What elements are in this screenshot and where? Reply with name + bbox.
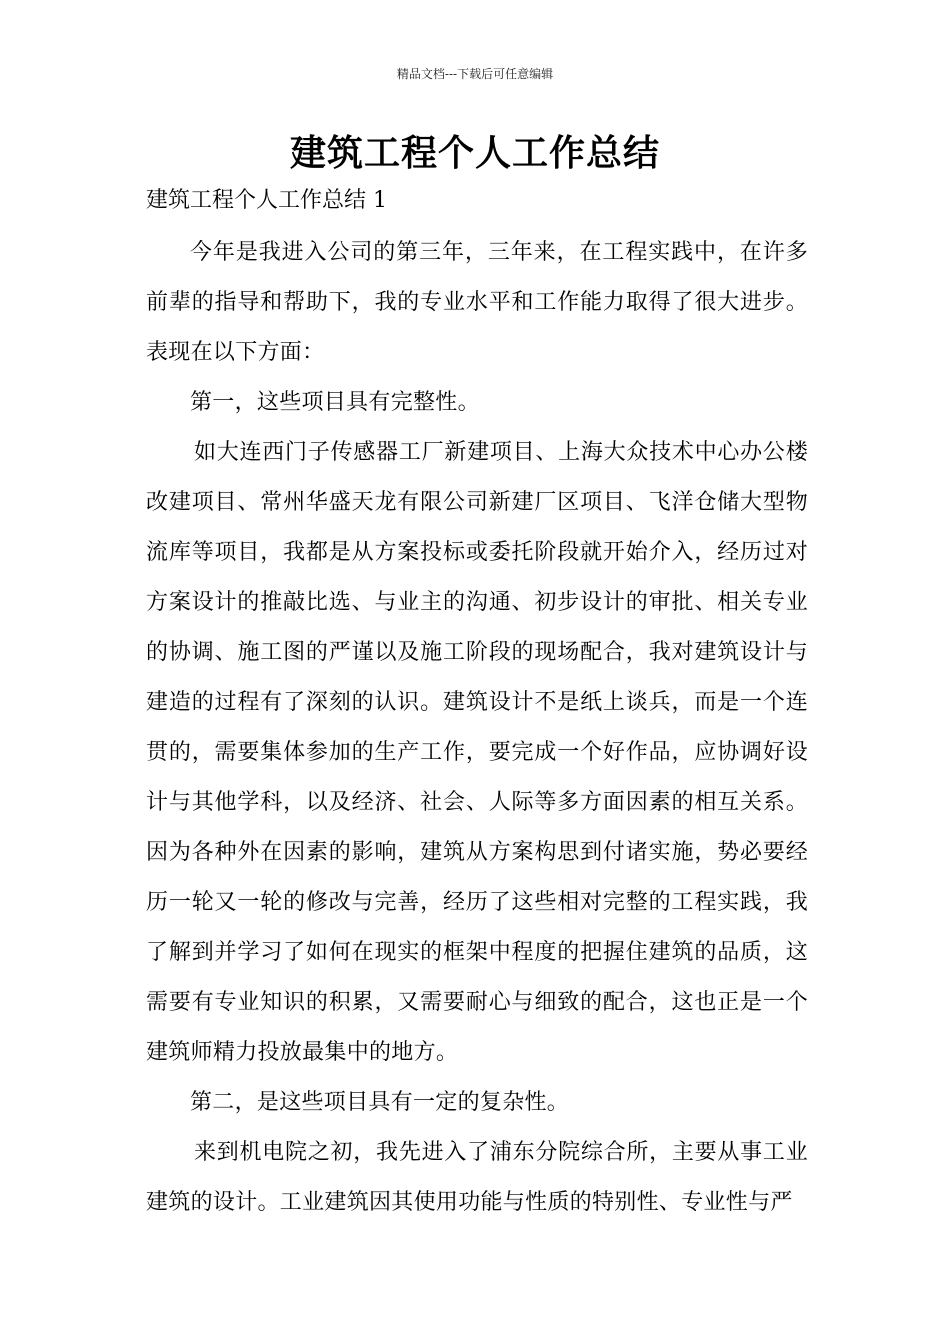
header-note: 精品文档---下载后可任意编辑 — [396, 67, 554, 81]
document-title: 建筑工程个人工作总结 — [289, 132, 660, 174]
paragraph-heading-second: 第二，是这些项目具有一定的复杂性。 — [190, 1090, 570, 1115]
document-body — [146, 228, 808, 1228]
document-subtitle: 建筑工程个人工作总结 1 — [146, 188, 387, 213]
paragraph-heading-first: 第一，这些项目具有完整性。 — [190, 390, 480, 415]
paragraph-projects: 如大连西门子传感器工厂新建项目、上海大众技术中心办公楼改建项目、常州华盛天龙有限公司新建厂区项目、飞洋仓储大型物流库等项目，我都是从方案投标或委托阶段就开始介入，经历过对方案设计的推敲比选、与业主的沟通、初步设计的审批、相关专业的协调、施工图的严谨以及施工阶段的现场配合，我对建筑设计与建造的过程有了深刻的认识。建筑设计不是纸上谈兵，而是一个连贯的，需要集体参加的生产工作，要完成一个好作品，应协调好设计与其他学科，以及经济、社会、人际等多方面因素的相互关系。因为各种外在因素的影响，建筑从方案构思到付诸实施，势必要经历一轮又一轮的修改与完善，经历了这些相对完整的工程实践，我了解到并学习了如何在现实的框架中程度的把握住建筑的品质，这需要有专业知识的积累，又需要耐心与细致的配合，这也正是一个建筑师精力投放最集中的地方。 — [146, 440, 808, 1065]
paragraph-intro: 今年是我进入公司的第三年，三年来，在工程实践中，在许多前辈的指导和帮助下，我的专业水平和工作能力取得了很大进步。表现在以下方面： — [146, 240, 808, 365]
paragraph-industrial: 来到机电院之初，我先进入了浦东分院综合所，主要从事工业建筑的设计。工业建筑因其使用功能与性质的特别性、专业性与严 — [146, 1140, 808, 1215]
